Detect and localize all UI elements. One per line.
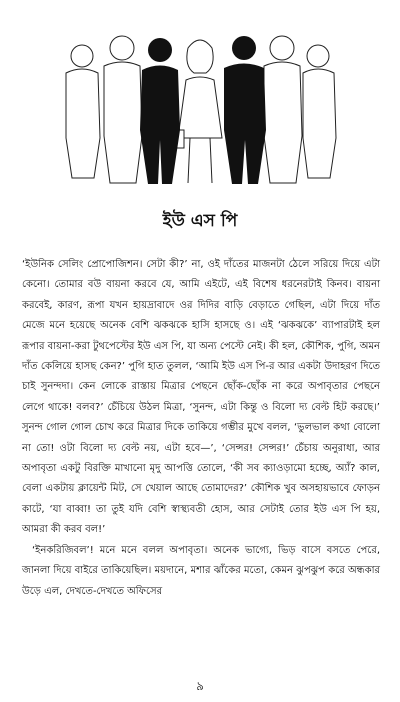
body-text xyxy=(22,255,380,602)
chapter-title: ইউ এস পি xyxy=(162,211,238,231)
silhouette-group-icon xyxy=(60,18,340,188)
chapter-illustration xyxy=(60,18,340,188)
page-number: ৯ xyxy=(196,679,204,693)
paragraph: ‘ইনকরিজিবল’! মনে মনে বলল অপাবৃতা। অনেক ভাগ্যে, ভিড় বাসে বসতে পেরে, জানলা দিয়ে বাইরে তাকিয়েছিল। ময়দানে, মশার ঝাঁকের মতো, কেমন ঝুপঝুপ করে অন্ধকার উড়ে এল, দেখতে-দেখতে অফিসের xyxy=(22,544,380,597)
paragraph: ‘ইউনিক সেলিং প্রোপোজিশন। সেটা কী?’ না, ওই দাঁতের মাজনটা ঠেলে সরিয়ে দিয়ে এটা কেনো। তোমার বউ বায়না করবে যে, আমি এইটে, এই বিশেষ ধরনেরটাই কিনব। বায়না করবেই, কারণ, রূপা যখন হায়দ্রাবাদে ওর দিদির বাড়ি বেড়াতে গেছিল, এটা দিয়ে দাঁত মেজে মনে হয়েছে অনেক বেশি ঝকঝকে হাসি হাসছে ও। এই ‘ঝকঝকে’ ব্যাপারটাই হল রূপার বায়না-করা টুথপেস্টের ইউ এস পি, যা অন্য পেস্টে নেই। কী হল, কৌশিক, পুগি, অমন দাঁত কেলিয়ে হাসছ কেন?’ পুগি হাত তুলল, ‘আমি ইউ এস পি-র আর একটা উদাহরণ দিতে চাই সুনন্দদা। কেন লোকে রাস্তায় মিত্রার পেছনে ছোঁক-ছোঁক না করে অপাবৃতার পেছনে লেগে থাকে! বলব?’ চেঁচিয়ে উঠল মিত্রা, ‘সুনন্দ, এটা কিন্তু ও বিলো দ্য বেল্ট হিট করছে।’ সুনন্দ গোল গোল চোখ করে মিত্রার দিকে তাকিয়ে গম্ভীর মুখে বলল, ‘ভুলভাল কথা বোলো না তো! ওটা বিলো দ্য বেল্ট নয়, এটা হবে—’, ‘সেন্সর! সেন্সর!’ চেঁচায় অনুরাধা, আর অপাবৃতা একটু বিরক্তি মাখানো মৃদু আপত্তি তোলে, ‘কী সব ক্যাওড়ামো হচ্ছে, অ্যাঁ? কাল, বেলা একটায় ক্লায়েন্ট মিট, সে খেয়াল আছে তোমাদের?’ কৌশিক খুব অসহায়ভাবে ফোড়ন কাটে, ‘যা বাব্বা! তা তুই যদি বেশি স্বাস্থ্যবতী হোস, আর সেটাই তোর ইউ এস পি হয়, আমরা কী করব বল!’ xyxy=(22,259,380,536)
